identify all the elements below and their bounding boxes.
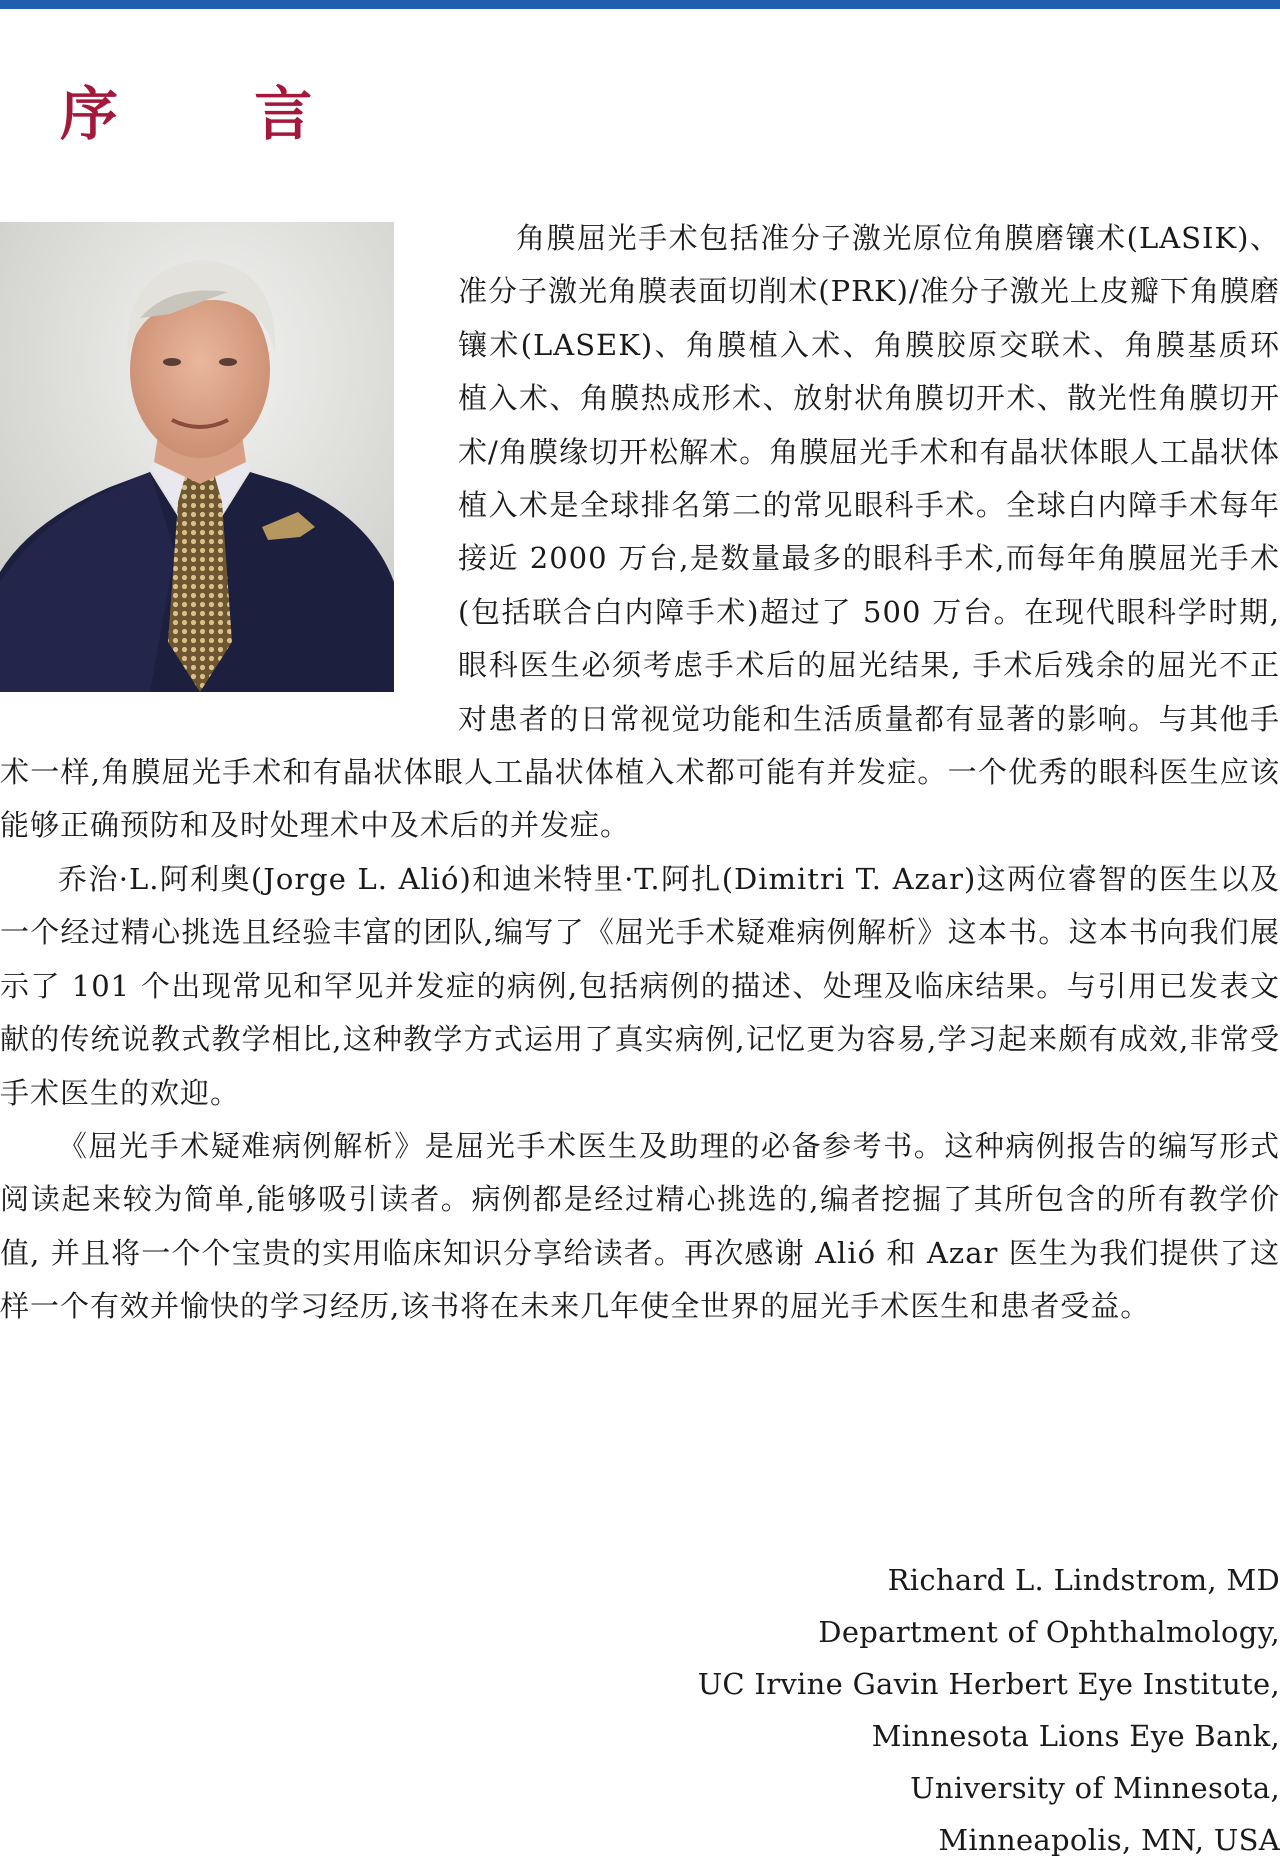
author-affiliation-line: University of Minnesota, <box>910 1771 1280 1805</box>
photo-text-wrap-space <box>0 212 458 720</box>
author-name: Richard L. Lindstrom, MD <box>887 1563 1280 1597</box>
paragraph-3: 《屈光手术疑难病例解析》是屈光手术医生及助理的必备参考书。这种病例报告的编写形式阅读起来较为简单,能够吸引读者。病例都是经过精心挑选的,编者挖掘了其所包含的所有教学价值, 并且将一个个宝贵的实用临床知识分享给读者。再次感谢 Alió 和 Azar 医生为我们提供了这样一个有效并愉快的学习经历,该书将在未来几年使全世界的屈光手术医生和患者受益。 <box>0 1128 1280 1324</box>
paragraph-2: 乔治·L.阿利奥(Jorge L. Alió)和迪米特里·T.阿扎(Dimitri T. Azar)这两位睿智的医生以及一个经过精心挑选且经验丰富的团队,编写了《屈光手术疑难病例解析》这本书。这本书向我们展示了 101 个出现常见和罕见并发症的病例,包括病例的描述、处理及临床结果。与引用已发表文献的传统说教式教学相比,这种教学方式运用了真实病例,记忆更为容易,学习起来颇有成效,非常受手术医生的欢迎。 <box>0 861 1280 1110</box>
author-affiliation-line: Minnesota Lions Eye Bank, <box>871 1719 1280 1753</box>
author-affiliation-line: Minneapolis, MN, USA <box>938 1823 1280 1857</box>
paragraph-1: 角膜屈光手术包括准分子激光原位角膜磨镶术(LASIK)、准分子激光角膜表面切削术(PRK)/准分子激光上皮瓣下角膜磨镶术(LASEK)、角膜植入术、角膜胶原交联术、角膜基质环植入术、角膜热成形术、放射状角膜切开术、散光性角膜切开术/角膜缘切开松解术。角膜屈光手术和有晶状体眼人工晶状体植入术是全球排名第二的常见眼科手术。全球白内障手术每年接近 2000 万台,是数量最多的眼科手术,而每年角膜屈光手术(包括联合白内障手术)超过了 500 万台。在现代眼科学时期,眼科医生必须考虑手术后的屈光结果, 手术后残余的屈光不正对患者的日常视觉功能和生活质量都有显著的影响。与其他手术一样,角膜屈光手术和有晶状体眼人工晶状体植入术都可能有并发症。一个优秀的眼科医生应该能够正确预防和及时处理术中及术后的并发症。 <box>0 221 1280 843</box>
top-color-bar <box>0 0 1280 9</box>
author-affiliation-line: Department of Ophthalmology, <box>818 1615 1280 1649</box>
preface-body <box>0 212 1280 1334</box>
page-title: 序 言 <box>60 80 371 148</box>
author-affiliation-line: UC Irvine Gavin Herbert Eye Institute, <box>697 1667 1280 1701</box>
author-signature <box>698 1554 1280 1866</box>
